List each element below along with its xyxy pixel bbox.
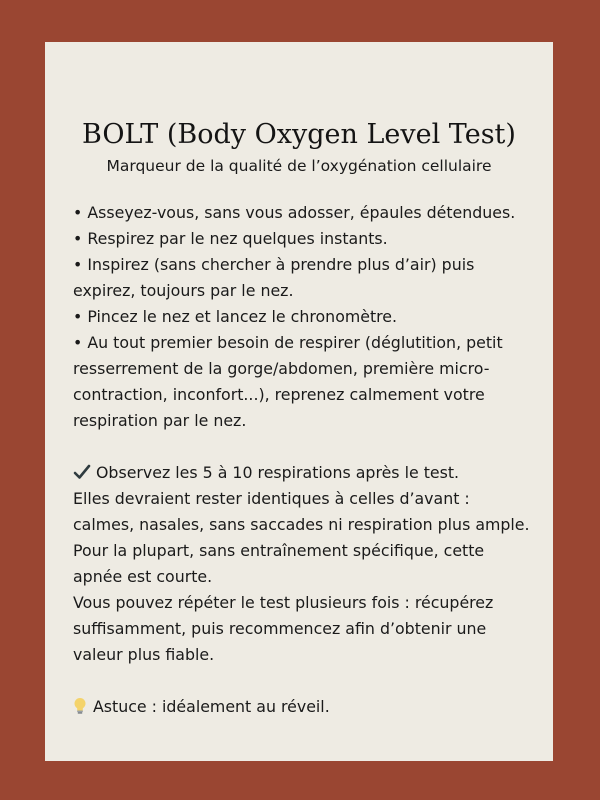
page-subtitle: Marqueur de la qualité de l’oxygénation cellulaire	[106, 157, 492, 175]
tip-text: Astuce : idéalement au réveil.	[93, 697, 330, 716]
step-item: • Au tout premier besoin de respirer (déglutition, petit resserrement de la gorge/abdomen, première micro-contraction, inconfort...), reprenez calmement votre respiration par le nez.	[73, 333, 503, 430]
step-item: • Pincez le nez et lancez le chronomètre.	[73, 307, 398, 326]
check-mark-icon	[73, 462, 91, 478]
step-item: • Asseyez-vous, sans vous adosser, épaules détendues.	[73, 203, 516, 222]
spacer	[73, 434, 535, 460]
paragraph: Elles devraient rester identiques à celles d’avant : calmes, nasales, sans saccades ni respiration plus ample.	[73, 489, 530, 534]
paragraph: Pour la plupart, sans entraînement spécifique, cette apnée est courte.	[73, 541, 485, 586]
spacer	[73, 668, 535, 694]
step-item: • Respirez par le nez quelques instants.	[73, 229, 388, 248]
card-body	[73, 200, 535, 720]
observe-line	[73, 460, 535, 486]
paragraph: Vous pouvez répéter le test plusieurs fois : récupérez suffisamment, puis recommencez afin d’obtenir une valeur plus fiable.	[73, 593, 494, 664]
tip-line	[73, 694, 535, 720]
page-title: BOLT (Body Oxygen Level Test)	[82, 119, 516, 150]
observe-text: Observez les 5 à 10 respirations après le test.	[96, 463, 460, 482]
light-bulb-icon	[73, 697, 87, 715]
info-card	[45, 42, 553, 761]
step-item: • Inspirez (sans chercher à prendre plus d’air) puis expirez, toujours par le nez.	[73, 255, 475, 300]
